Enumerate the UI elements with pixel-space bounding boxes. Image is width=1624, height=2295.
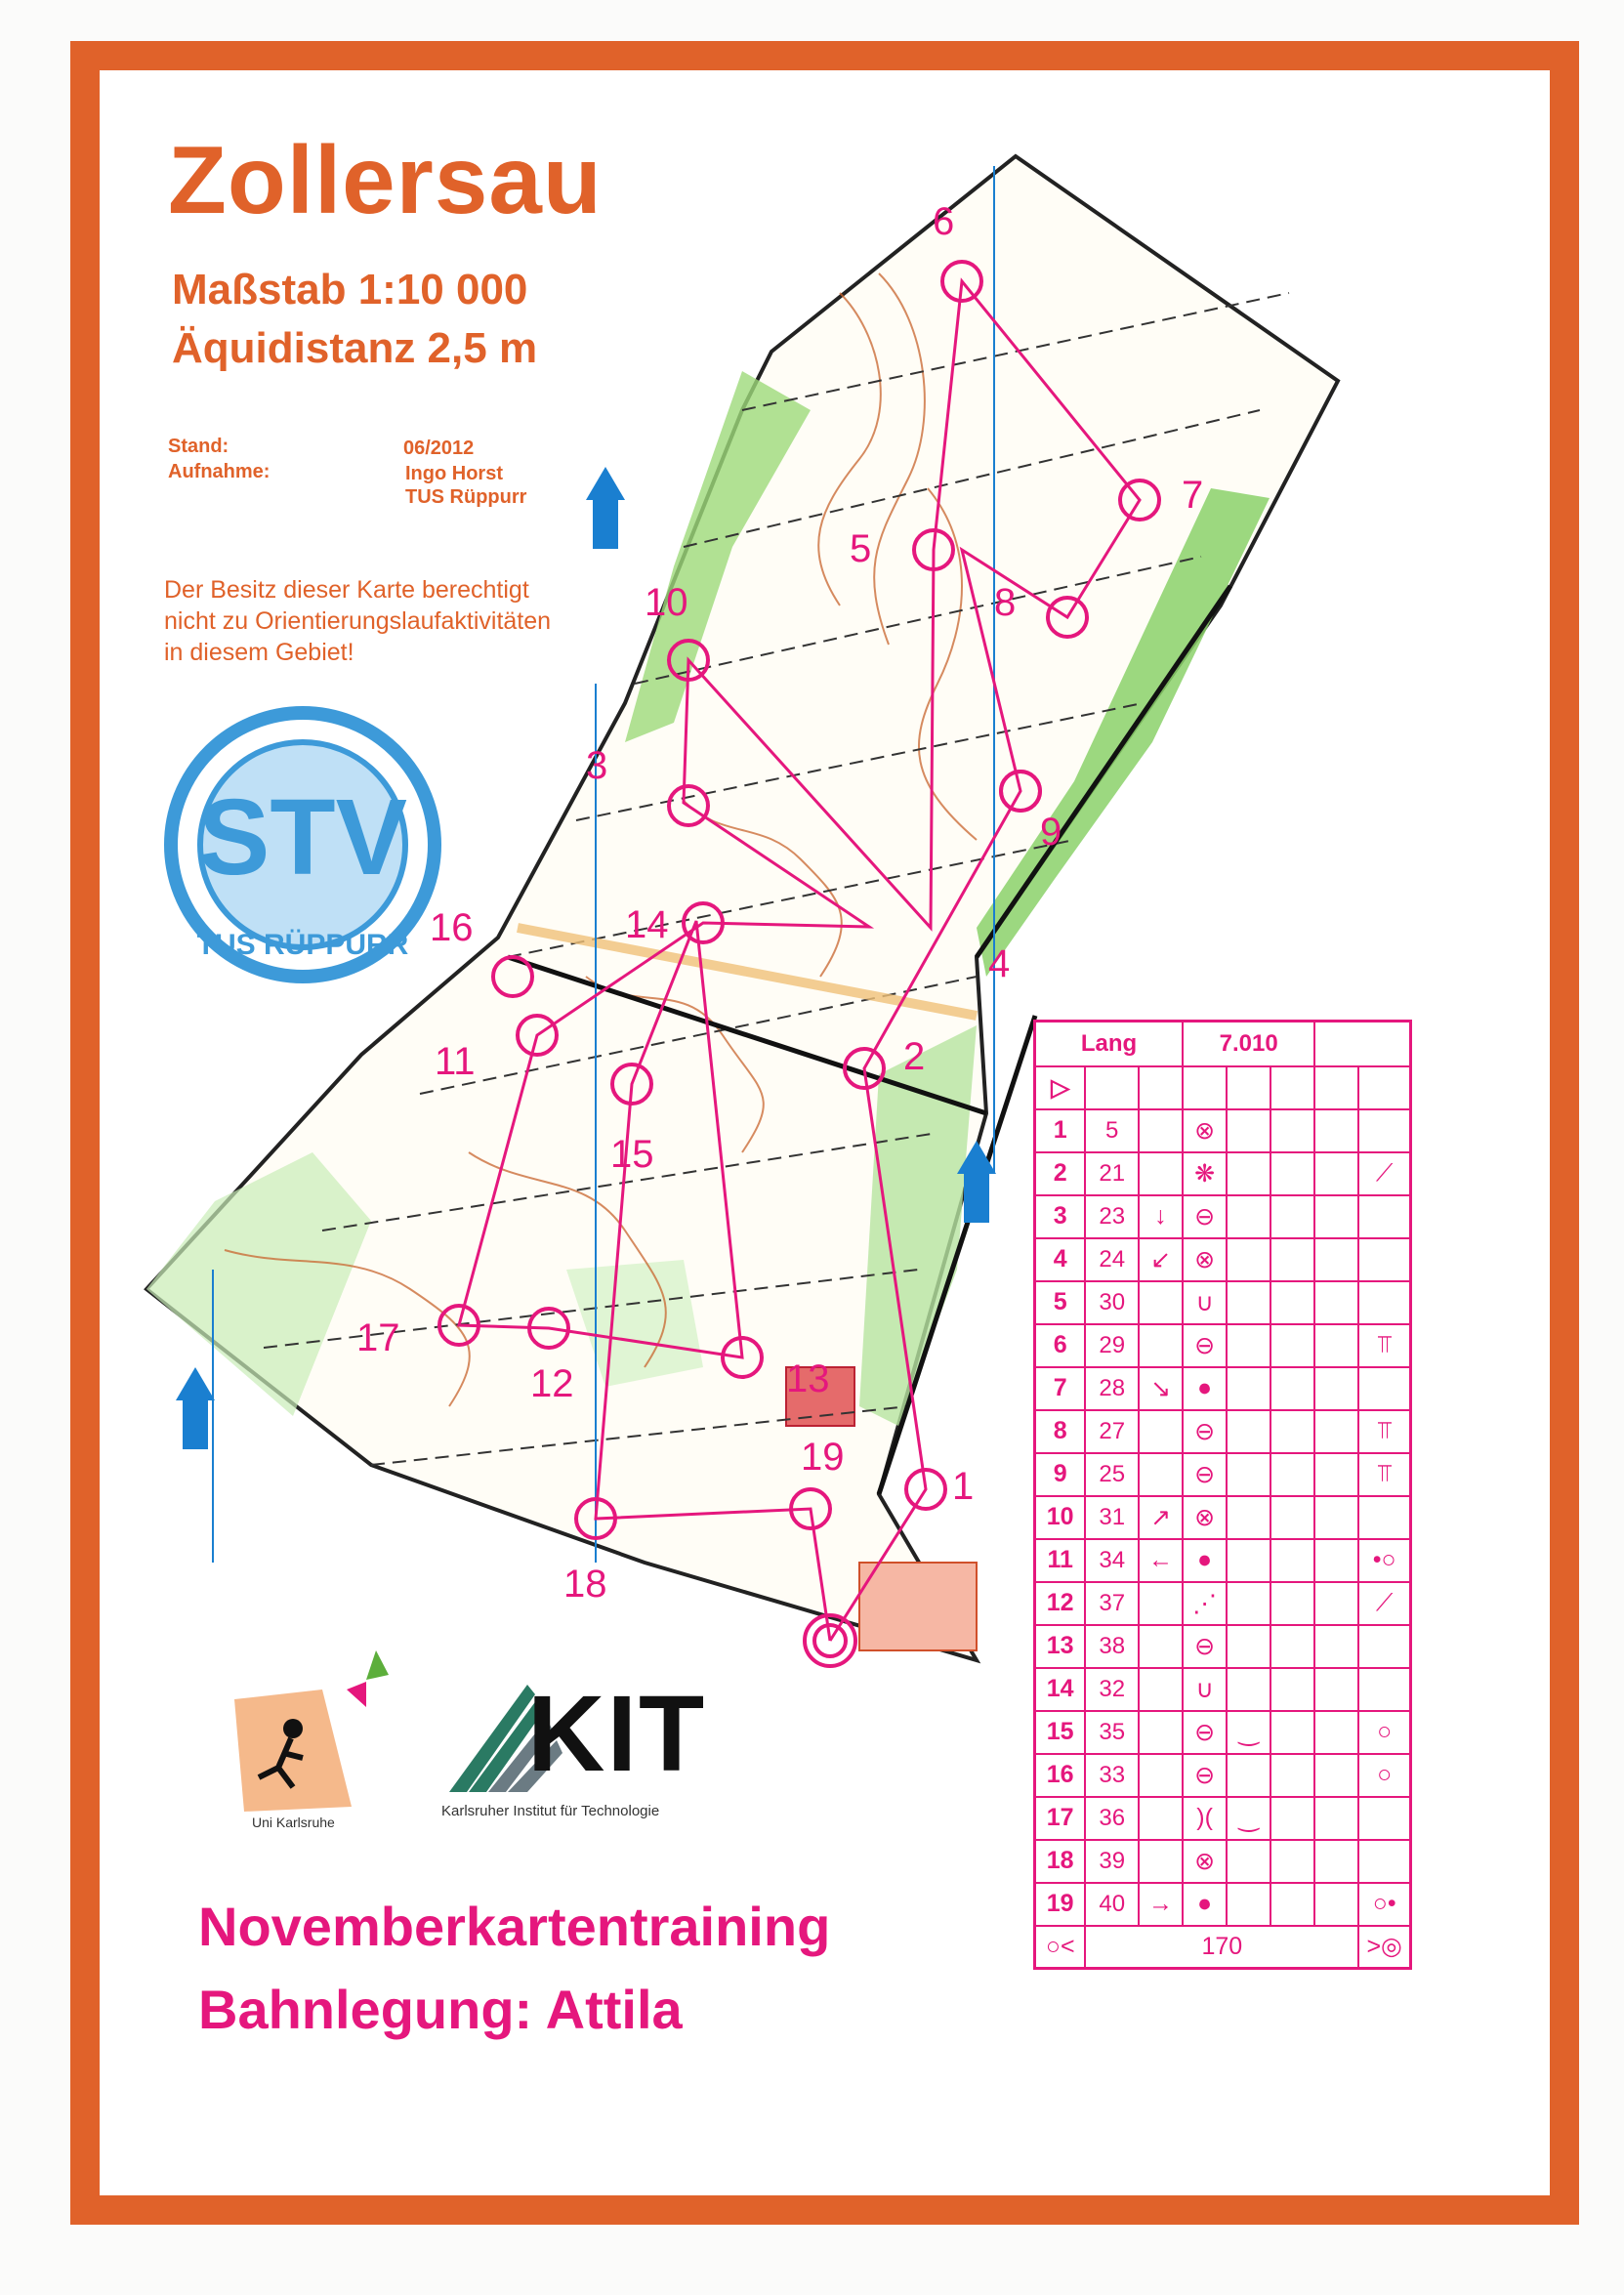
cd-control-number: 3 — [1035, 1195, 1086, 1238]
cd-row — [1035, 1625, 1411, 1668]
cd-control-number: 12 — [1035, 1582, 1086, 1625]
cd-row — [1035, 1324, 1411, 1367]
cd-cell — [1314, 1754, 1358, 1797]
cd-direction — [1139, 1754, 1183, 1797]
cd-cell — [1270, 1883, 1314, 1926]
cd-cell — [1270, 1840, 1314, 1883]
cd-row — [1035, 1410, 1411, 1453]
cd-feature: ⊖ — [1183, 1324, 1227, 1367]
north-arrow-icon — [176, 1367, 215, 1449]
cd-control-number: 6 — [1035, 1324, 1086, 1367]
cd-location — [1358, 1797, 1410, 1840]
cd-cell — [1314, 1625, 1358, 1668]
control-description-table — [1033, 1020, 1412, 1970]
cd-location: •○ — [1358, 1539, 1410, 1582]
cd-feature: ⊖ — [1183, 1625, 1227, 1668]
cd-cell — [1085, 1066, 1139, 1109]
cd-cell — [1314, 1496, 1358, 1539]
cd-direction — [1139, 1711, 1183, 1754]
control-number-label: 14 — [625, 903, 669, 946]
control-number-label: 11 — [435, 1040, 476, 1083]
cd-cell — [1270, 1582, 1314, 1625]
cd-cell — [1314, 1109, 1358, 1152]
map-scale: Maßstab 1:10 000 — [172, 266, 528, 313]
cd-row — [1035, 1109, 1411, 1152]
uni-caption: Uni Karlsruhe — [252, 1815, 335, 1830]
cd-cell — [1314, 1410, 1358, 1453]
cd-control-code: 5 — [1085, 1109, 1139, 1152]
cd-feature: ⊗ — [1183, 1109, 1227, 1152]
cd-row — [1035, 1797, 1411, 1840]
cd-feature: ● — [1183, 1367, 1227, 1410]
cd-location — [1358, 1625, 1410, 1668]
cd-control-code: 32 — [1085, 1668, 1139, 1711]
cd-appearance — [1227, 1238, 1270, 1281]
cd-location: ⟋ — [1358, 1582, 1410, 1625]
cd-location — [1358, 1367, 1410, 1410]
cd-location — [1358, 1840, 1410, 1883]
cd-direction: ↗ — [1139, 1496, 1183, 1539]
cd-cell — [1270, 1152, 1314, 1195]
cd-cell — [1314, 1840, 1358, 1883]
cd-course-name: Lang — [1035, 1022, 1184, 1066]
cd-control-code: 38 — [1085, 1625, 1139, 1668]
cd-cell — [1270, 1324, 1314, 1367]
cd-cell — [1270, 1668, 1314, 1711]
cd-row — [1035, 1367, 1411, 1410]
cd-finish-end: >◎ — [1358, 1926, 1410, 1969]
cd-appearance — [1227, 1668, 1270, 1711]
cd-row — [1035, 1152, 1411, 1195]
cd-cell — [1314, 1238, 1358, 1281]
cd-cell — [1270, 1754, 1314, 1797]
cd-feature: ⊗ — [1183, 1238, 1227, 1281]
cd-control-code: 25 — [1085, 1453, 1139, 1496]
cd-appearance — [1227, 1883, 1270, 1926]
cd-cell — [1270, 1281, 1314, 1324]
notice-line: in diesem Gebiet! — [164, 639, 354, 666]
cd-feature: ● — [1183, 1883, 1227, 1926]
cd-location: ⟋ — [1358, 1152, 1410, 1195]
cd-location: ⫪ — [1358, 1410, 1410, 1453]
cd-cell — [1314, 1152, 1358, 1195]
cd-row — [1035, 1754, 1411, 1797]
cd-control-code: 30 — [1085, 1281, 1139, 1324]
control-number-label: 10 — [645, 581, 688, 624]
cd-control-number: 5 — [1035, 1281, 1086, 1324]
cd-direction — [1139, 1410, 1183, 1453]
cd-direction — [1139, 1840, 1183, 1883]
cd-direction — [1139, 1109, 1183, 1152]
cd-location — [1358, 1496, 1410, 1539]
cd-finish-row — [1035, 1926, 1411, 1969]
course-setter: Bahnlegung: Attila — [198, 1979, 683, 2040]
cd-cell — [1270, 1195, 1314, 1238]
training-title: Novemberkartentraining — [198, 1896, 831, 1957]
cd-feature: ⊖ — [1183, 1711, 1227, 1754]
cd-cell — [1270, 1625, 1314, 1668]
cd-appearance — [1227, 1324, 1270, 1367]
cd-appearance — [1227, 1281, 1270, 1324]
cd-location: ○• — [1358, 1883, 1410, 1926]
cd-control-number: 15 — [1035, 1711, 1086, 1754]
cd-control-code: 29 — [1085, 1324, 1139, 1367]
surveyor-club: TUS Rüppurr — [405, 486, 527, 508]
cd-cell — [1314, 1367, 1358, 1410]
stand-value: 06/2012 — [403, 438, 475, 459]
cd-row — [1035, 1582, 1411, 1625]
cd-course-length: 7.010 — [1183, 1022, 1314, 1066]
control-number-label: 5 — [850, 527, 872, 570]
cd-row — [1035, 1281, 1411, 1324]
cd-cell — [1270, 1066, 1314, 1109]
cd-appearance — [1227, 1582, 1270, 1625]
cd-cell — [1270, 1797, 1314, 1840]
control-number-label: 18 — [563, 1563, 607, 1606]
cd-control-code: 39 — [1085, 1840, 1139, 1883]
cd-feature: ❋ — [1183, 1152, 1227, 1195]
cd-cell — [1183, 1066, 1227, 1109]
cd-feature: ∪ — [1183, 1281, 1227, 1324]
cd-direction — [1139, 1582, 1183, 1625]
cd-direction: ↙ — [1139, 1238, 1183, 1281]
cd-control-number: 1 — [1035, 1109, 1086, 1152]
cd-row — [1035, 1238, 1411, 1281]
cd-direction: ← — [1139, 1539, 1183, 1582]
cd-cell — [1314, 1711, 1358, 1754]
svg-text:TUS RÜPPURR: TUS RÜPPURR — [196, 929, 409, 961]
cd-appearance — [1227, 1496, 1270, 1539]
cd-direction: ↘ — [1139, 1367, 1183, 1410]
cd-cell — [1270, 1496, 1314, 1539]
cd-location: ○ — [1358, 1711, 1410, 1754]
cd-direction — [1139, 1152, 1183, 1195]
cd-control-number: 4 — [1035, 1238, 1086, 1281]
cd-cell — [1358, 1066, 1410, 1109]
control-number-label: 12 — [530, 1362, 574, 1405]
cd-cell — [1270, 1367, 1314, 1410]
cd-cell — [1270, 1453, 1314, 1496]
cd-appearance — [1227, 1109, 1270, 1152]
cd-appearance: ‿ — [1227, 1711, 1270, 1754]
cd-appearance — [1227, 1152, 1270, 1195]
cd-control-code: 23 — [1085, 1195, 1139, 1238]
control-number-label: 15 — [610, 1133, 654, 1176]
cd-location — [1358, 1109, 1410, 1152]
control-number-label: 6 — [933, 200, 955, 243]
cd-control-code: 24 — [1085, 1238, 1139, 1281]
cd-cell — [1314, 1022, 1410, 1066]
cd-row — [1035, 1539, 1411, 1582]
cd-control-number: 9 — [1035, 1453, 1086, 1496]
cd-location — [1358, 1238, 1410, 1281]
cd-feature: ⊖ — [1183, 1453, 1227, 1496]
stand-label: Stand: — [168, 436, 229, 457]
cd-control-code: 34 — [1085, 1539, 1139, 1582]
cd-feature: ● — [1183, 1539, 1227, 1582]
control-number-label: 17 — [356, 1316, 400, 1359]
cd-control-code: 27 — [1085, 1410, 1139, 1453]
cd-finish-distance: 170 — [1085, 1926, 1358, 1969]
cd-cell — [1314, 1066, 1358, 1109]
cd-cell — [1227, 1066, 1270, 1109]
cd-appearance — [1227, 1410, 1270, 1453]
cd-control-number: 17 — [1035, 1797, 1086, 1840]
notice-line: Der Besitz dieser Karte berechtigt — [164, 576, 529, 604]
cd-feature: ⊗ — [1183, 1496, 1227, 1539]
cd-control-number: 14 — [1035, 1668, 1086, 1711]
cd-control-number: 10 — [1035, 1496, 1086, 1539]
cd-direction — [1139, 1281, 1183, 1324]
cd-location: ⫪ — [1358, 1324, 1410, 1367]
cd-cell — [1270, 1109, 1314, 1152]
cd-appearance — [1227, 1367, 1270, 1410]
control-number-label: 1 — [952, 1465, 975, 1508]
cd-start-symbol: ▷ — [1035, 1066, 1086, 1109]
cd-cell — [1270, 1539, 1314, 1582]
club-logo-icon — [156, 698, 449, 991]
cd-control-code: 31 — [1085, 1496, 1139, 1539]
cd-direction — [1139, 1453, 1183, 1496]
cd-row — [1035, 1668, 1411, 1711]
cd-row — [1035, 1840, 1411, 1883]
cd-appearance — [1227, 1539, 1270, 1582]
kit-logo-text: KIT — [527, 1674, 707, 1794]
cd-start-row — [1035, 1066, 1411, 1109]
cd-direction — [1139, 1797, 1183, 1840]
cd-location — [1358, 1281, 1410, 1324]
control-number-label: 13 — [786, 1357, 830, 1400]
cd-control-code: 35 — [1085, 1711, 1139, 1754]
cd-row — [1035, 1195, 1411, 1238]
cd-appearance — [1227, 1840, 1270, 1883]
cd-feature: ⊖ — [1183, 1195, 1227, 1238]
cd-feature: ⊗ — [1183, 1840, 1227, 1883]
cd-direction — [1139, 1324, 1183, 1367]
cd-control-number: 2 — [1035, 1152, 1086, 1195]
cd-appearance: ‿ — [1227, 1797, 1270, 1840]
cd-cell — [1314, 1195, 1358, 1238]
cd-direction — [1139, 1668, 1183, 1711]
cd-location: ⫪ — [1358, 1453, 1410, 1496]
cd-control-number: 13 — [1035, 1625, 1086, 1668]
north-arrow-icon — [586, 467, 625, 549]
cd-cell — [1270, 1410, 1314, 1453]
cd-control-code: 36 — [1085, 1797, 1139, 1840]
cd-cell — [1314, 1883, 1358, 1926]
cd-direction — [1139, 1625, 1183, 1668]
cd-feature: ∪ — [1183, 1668, 1227, 1711]
cd-cell — [1314, 1539, 1358, 1582]
map-title: Zollersau — [168, 126, 603, 233]
control-number-label: 19 — [801, 1436, 845, 1479]
cd-cell — [1270, 1711, 1314, 1754]
cd-control-number: 18 — [1035, 1840, 1086, 1883]
cd-control-number: 8 — [1035, 1410, 1086, 1453]
cd-appearance — [1227, 1754, 1270, 1797]
control-number-label: 7 — [1182, 474, 1204, 517]
cd-control-code: 40 — [1085, 1883, 1139, 1926]
cultivated-area — [859, 1563, 977, 1650]
control-number-label: 9 — [1040, 811, 1062, 854]
contour-interval: Äquidistanz 2,5 m — [172, 324, 538, 372]
cd-direction: ↓ — [1139, 1195, 1183, 1238]
cd-feature: ⊖ — [1183, 1410, 1227, 1453]
cd-cell — [1314, 1453, 1358, 1496]
cd-feature: ⊖ — [1183, 1754, 1227, 1797]
cd-cell — [1314, 1324, 1358, 1367]
surveyor-name: Ingo Horst — [405, 463, 503, 484]
cd-feature: ⋰ — [1183, 1582, 1227, 1625]
control-number-label: 4 — [988, 942, 1011, 985]
cd-appearance — [1227, 1453, 1270, 1496]
cd-cell — [1314, 1797, 1358, 1840]
cd-cell — [1270, 1238, 1314, 1281]
cd-appearance — [1227, 1625, 1270, 1668]
notice-line: nicht zu Orientierungslaufaktivitäten — [164, 607, 552, 635]
cd-control-number: 19 — [1035, 1883, 1086, 1926]
cd-control-code: 28 — [1085, 1367, 1139, 1410]
cd-control-code: 37 — [1085, 1582, 1139, 1625]
cd-row — [1035, 1883, 1411, 1926]
cd-feature: )( — [1183, 1797, 1227, 1840]
control-number-label: 2 — [903, 1035, 926, 1078]
control-number-label: 16 — [430, 906, 474, 949]
cd-control-number: 11 — [1035, 1539, 1086, 1582]
cd-cell — [1314, 1668, 1358, 1711]
cd-finish-start: ○< — [1035, 1926, 1086, 1969]
uni-orienteering-logo-icon — [234, 1650, 389, 1812]
control-number-label: 8 — [994, 581, 1017, 624]
cd-appearance — [1227, 1195, 1270, 1238]
cd-control-code: 33 — [1085, 1754, 1139, 1797]
cd-control-code: 21 — [1085, 1152, 1139, 1195]
cd-control-number: 16 — [1035, 1754, 1086, 1797]
cd-location — [1358, 1668, 1410, 1711]
cd-row — [1035, 1711, 1411, 1754]
cd-direction: → — [1139, 1883, 1183, 1926]
cd-cell — [1139, 1066, 1183, 1109]
control-number-label: 3 — [586, 744, 608, 787]
cd-location: ○ — [1358, 1754, 1410, 1797]
svg-text:STV: STV — [198, 777, 407, 897]
cd-header-row — [1035, 1022, 1411, 1066]
cd-row — [1035, 1453, 1411, 1496]
cd-control-number: 7 — [1035, 1367, 1086, 1410]
cd-row — [1035, 1496, 1411, 1539]
survey-label: Aufnahme: — [168, 461, 271, 482]
cd-location — [1358, 1195, 1410, 1238]
cd-cell — [1314, 1582, 1358, 1625]
cd-cell — [1314, 1281, 1358, 1324]
kit-caption: Karlsruher Institut für Technologie — [441, 1803, 660, 1819]
